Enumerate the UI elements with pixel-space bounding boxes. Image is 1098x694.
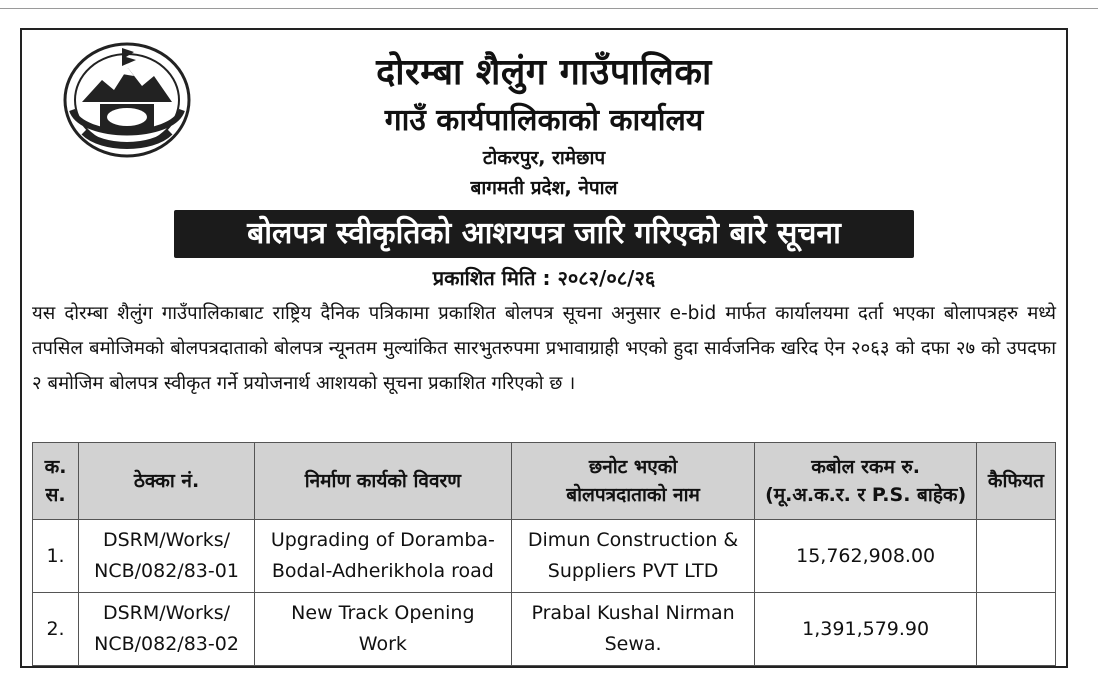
- table-header-row: [33, 443, 1056, 520]
- cell-desc-line1: Upgrading of Doramba-: [270, 529, 495, 551]
- notice-body: यस दोरम्बा शैलुंग गाउँपालिकाबाट राष्ट्रिय दैनिक पत्रिकामा प्रकाशित बोलपत्र सूचना अनुसार e-bid मार्फत कार्यालयमा दर्ता भएका बोलापत्रहरु मध्ये तपसिल बमोजिमको बोलपत्रदाताको बोलपत्र न्यूनतम मुल्यांकित सारभुतरुपमा प्रभावाग्राही भएको हुदा सार्वजनिक खरिद ऐन २०६३ को दफा २७ को उपदफा २ बमोजिम बोलपत्र स्वीकृत गर्ने प्रयोजनार्थ आशयको सूचना प्रकाशित गरिएको छ ।: [32, 303, 1056, 394]
- header-description: निर्माण कार्यको विवरण: [255, 443, 512, 520]
- header-remarks: कैफियत: [976, 443, 1055, 520]
- cell-amount: 1,391,579.90: [755, 593, 976, 666]
- notice-frame: [20, 28, 1068, 668]
- table-row: [33, 593, 1056, 666]
- cell-bidder-line1: Prabal Kushal Nirman: [531, 602, 735, 624]
- cell-desc-line2: Bodal-Adherikhola road: [271, 560, 494, 582]
- top-divider: [0, 8, 1098, 9]
- published-date: प्रकाशित मिति : २०८२/०८/२६: [432, 266, 656, 290]
- table-row: [33, 520, 1056, 593]
- cell-desc-line2: Work: [358, 633, 407, 655]
- header-amount-line2: (मू.अ.क.र. र P.S. बाहेक): [765, 484, 967, 506]
- header-bidder-line1: छनोट भएको: [588, 456, 678, 478]
- award-table: [32, 442, 1056, 666]
- header-sn: क. स.: [33, 443, 79, 520]
- cell-remarks: [976, 593, 1055, 666]
- cell-contract: [79, 593, 255, 666]
- cell-contract-line2: NCB/082/83-01: [94, 560, 239, 582]
- address-line-2: बागमती प्रदेश, नेपाल: [470, 177, 618, 199]
- cell-description: [255, 593, 512, 666]
- cell-bidder: [511, 520, 755, 593]
- notice-banner: बोलपत्र स्वीकृतिको आशयपत्र जारि गरिएको बारे सूचना: [174, 210, 914, 258]
- cell-contract-line1: DSRM/Works/: [102, 529, 231, 551]
- cell-sn: 2.: [33, 593, 79, 666]
- header-contract-no: ठेक्का नं.: [79, 443, 255, 520]
- cell-remarks: [976, 520, 1055, 593]
- cell-bidder: [511, 593, 755, 666]
- header-amount: [755, 443, 976, 520]
- cell-description: [255, 520, 512, 593]
- cell-contract-line2: NCB/082/83-02: [94, 633, 239, 655]
- header-bidder: [511, 443, 755, 520]
- cell-desc-line1: New Track Opening: [291, 602, 475, 624]
- header-amount-line1: कबोल रकम रु.: [811, 456, 921, 478]
- address-line-1: टोकरपुर, रामेछाप: [482, 147, 606, 169]
- cell-bidder-line2: Sewa.: [604, 633, 662, 655]
- cell-bidder-line1: Dimun Construction &: [527, 529, 739, 551]
- cell-sn: 1.: [33, 520, 79, 593]
- office-subtitle: गाउँ कार्यपालिकाको कार्यालय: [384, 103, 704, 138]
- header-bidder-line2: बोलपत्रदाताको नाम: [566, 484, 700, 506]
- cell-amount: 15,762,908.00: [755, 520, 976, 593]
- cell-contract-line1: DSRM/Works/: [102, 602, 231, 624]
- cell-bidder-line2: Suppliers PVT LTD: [547, 560, 719, 582]
- cell-contract: [79, 520, 255, 593]
- municipality-title: दोरम्बा शैलुंग गाउँपालिका: [376, 52, 712, 93]
